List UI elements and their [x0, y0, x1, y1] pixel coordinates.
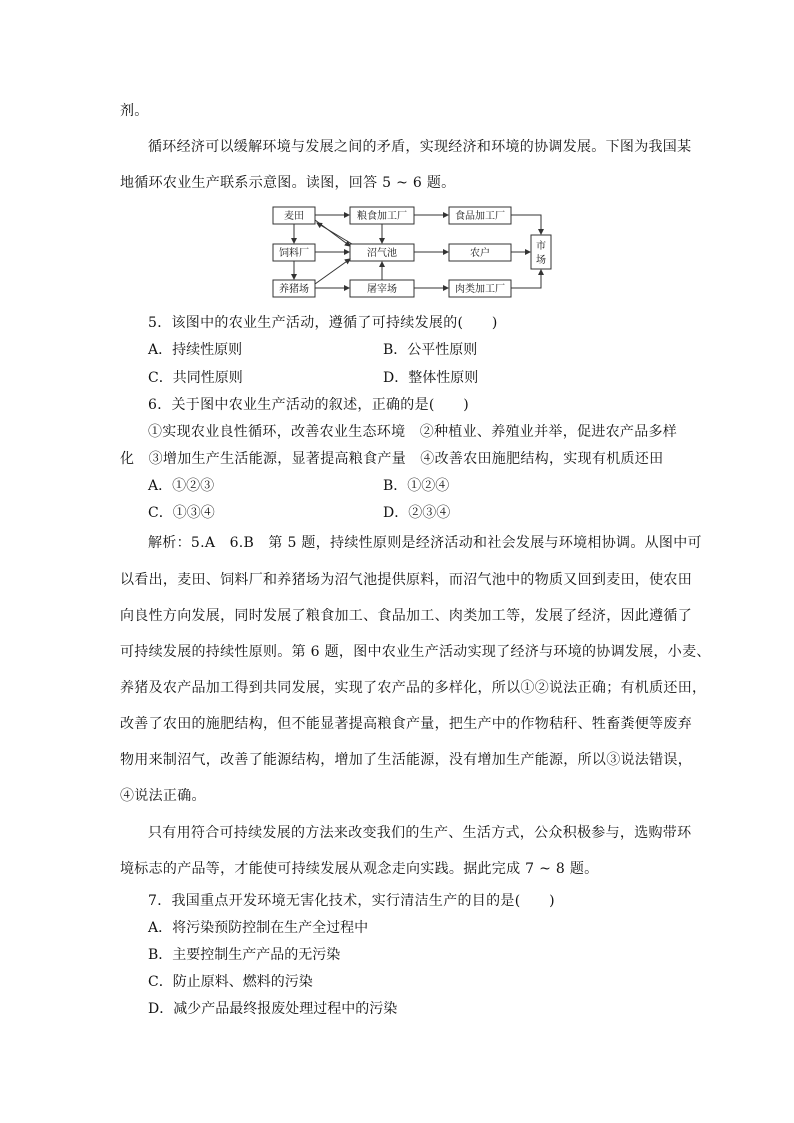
arrow-zhaoqi-maitian [317, 223, 352, 244]
q6-option-c: C．①③④ [148, 505, 215, 521]
passage-2-line-1: 只有用符合可持续发展的方法来改变我们的生产、生活方式，公众积极参与，选购带环 [148, 825, 692, 841]
label-shichang-1: 市 [536, 241, 546, 252]
label-yangzhu: 养猪场 [279, 284, 309, 295]
arrow-roulei-shichang [511, 270, 541, 288]
q7-stem: 7．我国重点开发环境无害化技术，实行清洁生产的目的是( ) [148, 893, 555, 909]
analysis-line-8: ④说法正确。 [120, 788, 206, 804]
label-liangshi: 粮食加工厂 [357, 211, 407, 222]
passage-1-line-1: 循环经济可以缓解环境与发展之间的矛盾，实现经济和环境的协调发展。下图为我国某 [148, 139, 692, 155]
q6-option-b: B．①②④ [383, 478, 450, 494]
q6-option-a: A．①②③ [148, 478, 215, 494]
label-zhaoqi: 沼气池 [367, 248, 397, 259]
label-siliao: 饲料厂 [279, 248, 309, 259]
label-nonghu: 农户 [470, 248, 490, 259]
q7-option-a: A．将污染预防控制在生产全过程中 [148, 920, 369, 936]
label-shipin: 食品加工厂 [455, 211, 505, 222]
q5-option-c: C．共同性原则 [148, 370, 243, 386]
passage-1-line-2: 地循环农业生产联系示意图。读图，回答 5 ~ 6 题。 [120, 175, 456, 191]
arrow-yangzhu-zhaoqi [315, 259, 350, 284]
label-roulei: 肉类加工厂 [455, 284, 505, 295]
q5-stem: 5．该图中的农业生产活动，遵循了可持续发展的( ) [148, 315, 498, 331]
intro-tail: 剂。 [120, 103, 149, 119]
arrow-shipin-shichang [511, 215, 541, 234]
analysis-line-2: 以看出，麦田、饲料厂和养猪场为沼气池提供原料，而沼气池中的物质又回到麦田，使农田 [120, 572, 692, 588]
analysis-line-1: 解析：5.A 6.B 第 5 题，持续性原则是经济活动和社会发展与环境相协调。从图中可 [148, 535, 702, 551]
analysis-line-5: 养猪及农产品加工得到共同发展，实现了农产品的多样化，所以①②说法正确；有机质还田， [120, 680, 707, 696]
passage-2-line-2: 境标志的产品等，才能使可持续发展从观念走向实践。据此完成 7 ~ 8 题。 [120, 861, 599, 877]
q6-stem: 6．关于图中农业生产活动的叙述，正确的是( ) [148, 397, 470, 413]
q6-statements-line-2: 化 ③增加生产生活能源，显著提高粮食产量 ④改善农田施肥结构，实现有机质还田 [120, 451, 664, 467]
label-tuzai: 屠宰场 [367, 284, 397, 295]
q6-statements-line-1: ①实现农业良性循环，改善农业生态环境 ②种植业、养殖业并举，促进农产品多样 [148, 424, 678, 440]
circular-agriculture-diagram [268, 202, 558, 302]
q6-option-d: D．②③④ [383, 505, 451, 521]
label-maitian: 麦田 [284, 211, 304, 222]
q5-option-b: B．公平性原则 [383, 342, 478, 358]
label-shichang-2: 场 [536, 255, 546, 266]
analysis-line-4: 可持续发展的持续性原则。第 6 题，图中农业生产活动实现了经济与环境的协调发展，小麦、 [120, 644, 711, 660]
q5-option-a: A．持续性原则 [148, 342, 243, 358]
arrow-maitian-zhaoqi [315, 220, 350, 246]
analysis-line-7: 物用来制沼气，改善了能源结构，增加了生活能源，没有增加生产能源，所以③说法错误， [120, 752, 692, 768]
q7-option-c: C．防止原料、燃料的污染 [148, 974, 313, 990]
q7-option-b: B．主要控制生产产品的无污染 [148, 947, 341, 963]
analysis-line-6: 改善了农田的施肥结构，但不能显著提高粮食产量，把生产中的作物秸秆、牲畜粪便等废弃 [120, 716, 692, 732]
analysis-line-3: 向良性方向发展，同时发展了粮食加工、食品加工、肉类加工等，发展了经济，因此遵循了 [120, 608, 692, 624]
q5-option-d: D．整体性原则 [383, 370, 479, 386]
q7-option-d: D．减少产品最终报废处理过程中的污染 [148, 1001, 398, 1017]
